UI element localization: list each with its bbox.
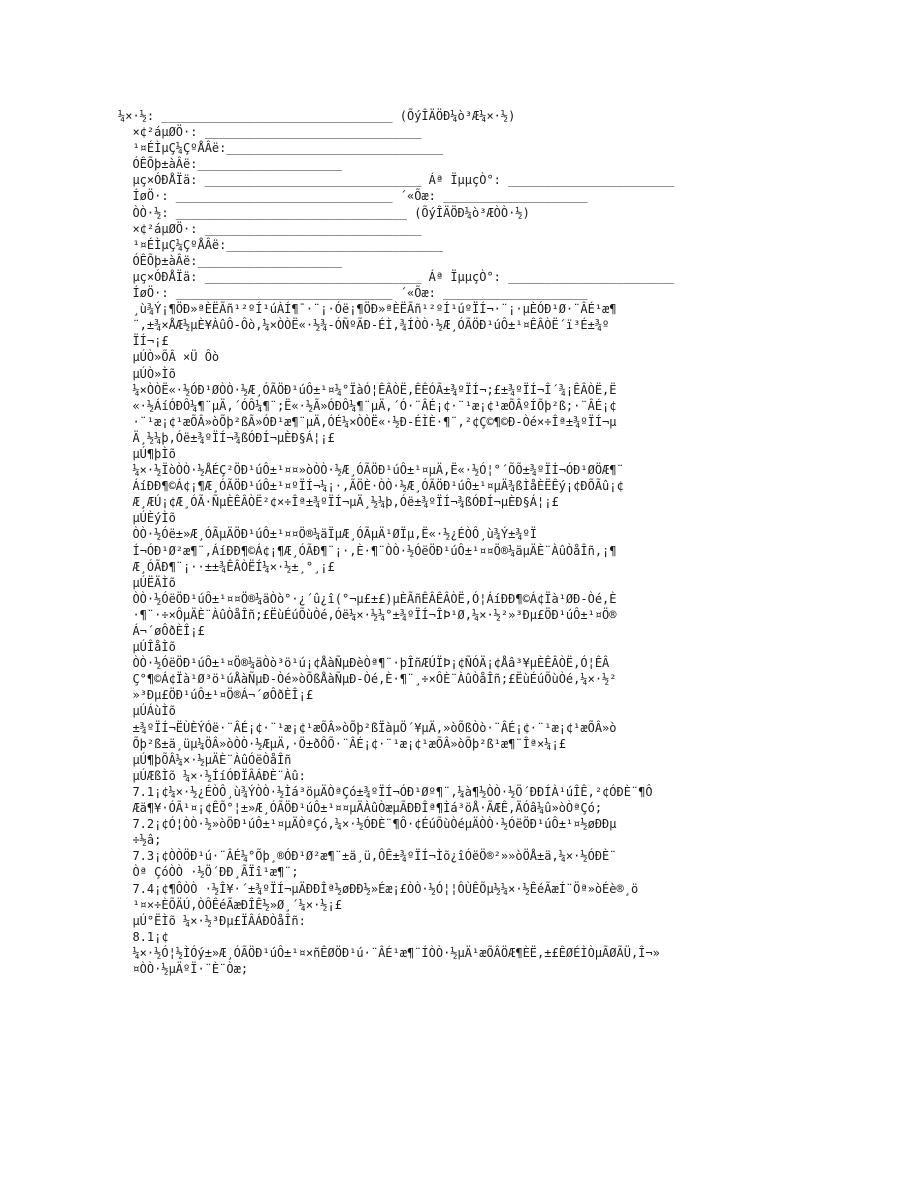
text-line: µç×ÓÐÅÏä: ______________________________ Áª ÏµµçÒ°: _______________________ [118, 269, 675, 284]
text-line: Òª ÇóÒÒ ·½Ö´ÐÐ¸ÃÏî¹æ¶¨; [118, 865, 299, 880]
text-line: ·¶¨·÷×ÔµÄÈ¨ÀûÒåÎñ;£ËùÉúÕùÒé,Óë¼×·½¼°±¾ºÏÍ¬ÎÞ¹Ø,¼×·½²»³Ðµ£ÖÐ¹úÔ±¹¤Ö® [118, 607, 617, 622]
text-line: ¹¤×÷ÈÕÄÚ,ÒÔÊéÃæÐÎÊ½»Ø¸´¼×·½¡£ [118, 897, 342, 912]
text-line: µÚÎåÌõ [118, 640, 176, 655]
text-line: µÚÒ»Ìõ [118, 366, 176, 381]
text-line: ¸ù¾Ý¡¶ÖÐ»ªÈËÃñ¹²ºÍ¹úÀÍ¶¯·¨¡·Óë¡¶ÖÐ»ªÈËÃñ¹²ºÍ¹úºÏÍ¬·¨¡·µÈÓÐ¹Ø·¨ÂÉ¹æ¶ [118, 302, 617, 317]
text-line: ×¢²áµØÖ·: ______________________________ [118, 221, 422, 236]
text-line: ÁíÐÐ¶©Á¢¡¶Æ¸ÓÃÖÐ¹úÔ±¹¤ºÏÍ¬¼¡·,ÃÖÈ·ÒÒ·½Æ¸ÓÃÖÐ¹úÔ±¹¤µÄ¾ßÌåÈËÊý¡¢ÐÕÃû¡¢ [118, 479, 624, 494]
text-line: µÚ¶þÕÂ¼×·½µÄÈ¨ÀûÓëÒåÎñ [118, 752, 292, 767]
text-line: ¤ÒÒ·½µÄºÏ·¨È¨Òæ; [118, 961, 249, 976]
text-line: »³Ðµ£ÖÐ¹úÔ±¹¤Ö®Á¬´øÔðÈÎ¡£ [118, 688, 314, 703]
text-line: ÷½â; [118, 833, 162, 848]
text-line: ÏÍ¬¡£ [118, 334, 169, 349]
text-line: ÒÒ·½ÓëÖÐ¹úÔ±¹¤¤Ö®¼äÒò°·¿´û¿î(°¬µ£±£)µÈÃñÊÂÊÂÒË,Ó¦ÁíÐÐ¶©Á¢Ïà¹ØÐ-Òé,È [118, 591, 617, 606]
text-line: 7.1¡¢¼×·½¿ÉÒÔ¸ù¾ÝÒÒ·½Ìá³öµÄÒªÇó±¾ºÏÍ¬ÓÐ¹Øº¶¨,¼à¶½ÒÒ·½Ö´ÐÐÍÀ¹úÎÊ,²¢ÓÐÈ¨¶Ô [118, 784, 653, 799]
text-line: Ä¸½¼þ,Óë±¾ºÏÍ¬¾ßÓÐÍ¬µÈÐ§Á¦¡£ [118, 430, 335, 445]
text-line: ¨,±¾×ÅÆ½µÈ¥ÀûÔ-Ôò,¼×ÒÒË«·½¾-ÓÑºÃÐ-ÉÌ,¾ÍÒÒ·½Æ¸ÓÃÖÐ¹úÔ±¹¤ÊÂÒË´ï³É±¾º [118, 318, 610, 333]
text-line: ÓÊÕþ±àÂë:____________________ [118, 253, 342, 268]
text-line: µÚ¶þÌõ [118, 446, 176, 461]
text-line: µÚÁùÌõ [118, 704, 176, 719]
text-line: Í¬ÓÐ¹Ø²æ¶¨,ÁíÐÐ¶©Á¢¡¶Æ¸ÓÃÐ¶¨¡·,È·¶¨ÒÒ·½ÓëÖÐ¹úÔ±¹¤¤Ö®¼äµÄÈ¨ÀûÒåÎñ,¡¶ [118, 543, 617, 558]
text-line: ÓÊÕþ±àÂë:____________________ [118, 157, 342, 172]
text-line: ÒÒ·½ÓëÖÐ¹úÔ±¹¤Ö®¼äÒò³ö¹ú¡¢ÅàÑµÐèÒª¶¨·þÎñÆÚÏÞ¡¢ÑÓÄ¡¢Åâ³¥µÈÊÂÒË,Ó¦ÊÂ [118, 656, 610, 671]
text-line: 7.2¡¢Ó¦ÒÒ·½»òÖÐ¹úÔ±¹¤µÄÒªÇó,¼×·½ÓÐÈ¨¶Ô·¢ÉúÕùÒéµÄÒÒ·½ÓëÖÐ¹úÔ±¹¤½øÐÐµ [118, 817, 617, 832]
text-line: 8.1¡¢ [118, 929, 169, 944]
document-body [118, 108, 808, 977]
text-line: Õþ²ß±ä¸üµ¼ÖÂ»òÒÒ·½ÆµÄ,·Ö±ðÔÕ·¨ÂÉ¡¢·¨¹æ¡¢¹æÕÂ»òÕþ²ß¹æ¶¨Îª×¼¡£ [118, 736, 566, 751]
text-line: Ç°¶©Á¢Ïà¹Ø³ö¹úÅàÑµÐ-Òé»òÕßÅàÑµÐ-Òé,È·¶¨¸÷×ÔÈ¨ÀûÒåÎñ;£ËùÉúÕùÒé,¼×·½² [118, 672, 617, 687]
text-line: ¼×·½: ________________________________ (ÕýÎÄÖÐ¼ò³Æ¼×·½) [118, 109, 516, 123]
text-line: µÚÈýÌõ [118, 511, 176, 526]
text-line: Æ¸ÓÃÐ¶¨¡··±±¾ÊÂÒËÍ¼×·½±¸°¸¡£ [118, 559, 335, 574]
text-line: ±¾ºÏÍ¬ËÙÈÝÓë·¨ÂÉ¡¢·¨¹æ¡¢¹æÕÂ»òÕþ²ßÏàµÖ´¥µÄ,»òÕßÒò·¨ÂÉ¡¢·¨¹æ¡¢¹æÕÂ»ò [118, 720, 617, 735]
text-line: ¼×·½ÏòÒÒ·½ÅÉÇ²ÖÐ¹úÔ±¹¤¤»òÒÒ·½Æ¸ÓÃÖÐ¹úÔ±¹¤µÄ,Ë«·½Ó¦°´ÕÕ±¾ºÏÍ¬ÓÐ¹ØÖÆ¶¨ [118, 463, 624, 478]
text-line: ÒÒ·½: ________________________________ (ÕýÎÄÖÐ¼ò³ÆÒÒ·½) [118, 205, 530, 220]
text-line: ÒÒ·½Óë±»Æ¸ÓÃµÄÖÐ¹úÔ±¹¤¤Ö®¼äÏµÆ¸ÓÃµÄ¹ØÏµ,Ë«·½¿ÉÒÔ¸ù¾Ý±¾ºÏ [118, 527, 538, 542]
text-line: µÚËÄÌõ [118, 575, 176, 590]
text-line: ¹¤ÉÌµÇ¼ÇºÅÂë:______________________________ [118, 141, 444, 156]
text-line: ¼×·½Ó¦½ÌÓý±»Æ¸ÓÃÖÐ¹úÔ±¹¤×ñÊØÖÐ¹ú·¨ÂÉ¹æ¶¨ÍÒÒ·½µÄ¹æÕÂÖÆ¶ÈË,±£ÊØÉÌÒµÃØÃÜ,Î¬» [118, 945, 660, 960]
text-line: Æä¶¥·ÓÃ¹¤¡¢ÊÕ°¦±»Æ¸ÓÃÖÐ¹úÔ±¹¤¤µÄÀûÒæµÃÐÐÎª¶Ìá³öÅ·ÃÆÊ,ÄÓâ¼û»òÒªÇó; [118, 801, 603, 816]
text-line: µç×ÓÐÅÏä: ______________________________ Áª ÏµµçÒ°: _______________________ [118, 173, 675, 188]
text-line: 7.3¡¢ÒÒÖÐ¹ú·¨ÂÉ¼°Õþ¸®ÓÐ¹Ø²æ¶¨±ä¸ü,ÔÊ±¾ºÏÍ¬Ìõ¿îÓëÖ®²»»òÖÅ±ä,¼×·½ÓÐÈ¨ [118, 849, 617, 864]
text-line: «·½ÁíÓÐÔ¼¶¨µÄ,´ÓÔ¼¶¨;Ë«·½Ã»ÓÐÔ¼¶¨µÄ,´Ó·¨ÂÉ¡¢·¨¹æ¡¢¹æÕÂºÍÕþ²ß;·¨ÂÉ¡¢ [118, 398, 617, 413]
text-line: ·¨¹æ¡¢¹æÕÂ»òÕþ²ßÃ»ÓÐ¹æ¶¨µÄ,ÓÉ¼×ÒÒË«·½Ð-ÉÌÈ·¶¨,²¢Ç©¶©Ð-Òé×÷Îª±¾ºÏÍ¬µ [118, 414, 617, 429]
text-line: µÚÆßÌõ ¼×·½ÍíÓÐÏÂÁÐÈ¨Àû: [118, 768, 306, 783]
text-line: ¹¤ÉÌµÇ¼ÇºÅÂë:______________________________ [118, 237, 444, 252]
text-line: ×¢²áµØÖ·: ______________________________ [118, 125, 422, 140]
text-line: ¼×ÒÒË«·½ÓÐ¹ØÒÒ·½Æ¸ÓÃÖÐ¹úÔ±¹¤¼°ÏàÓ¦ÊÂÒË,ÊÊÓÃ±¾ºÏÍ¬;£±¾ºÏÍ¬Î´¾¡ÊÂÒË,Ë [118, 382, 617, 397]
text-line: Æ¸ÆÚ¡¢Æ¸ÓÃ·ÑµÈÊÂÒË²¢×÷Îª±¾ºÏÍ¬µÄ¸½¼þ,Óë±¾ºÏÍ¬¾ßÓÐÍ¬µÈÐ§Á¦¡£ [118, 495, 559, 510]
text-line: ÍøÖ·: ______________________________ ´«Õæ: ____________________ [118, 189, 588, 204]
text-line: ÍøÖ·: ______________________________ ´«Õæ: ____________________ [118, 286, 588, 301]
text-line: Á¬´øÔðÈÎ¡£ [118, 624, 205, 638]
text-line: 7.4¡¢¶ÔÒÒ ·½Î¥·´±¾ºÏÍ¬µÄÐÐÎª½øÐÐ½»Éæ¡£ÒÒ·½Ó¦¦ÔÙÊÕµ½¼×·½ÊéÃæÍ¨Öª»òÉè®¸ö [118, 881, 639, 896]
text-line: µÚ°ËÌõ ¼×·½³Ðµ£ÏÂÁÐÒåÎñ: [118, 913, 306, 928]
text-line: µÚÒ»ÕÂ ×Ü Ôò [118, 350, 220, 365]
